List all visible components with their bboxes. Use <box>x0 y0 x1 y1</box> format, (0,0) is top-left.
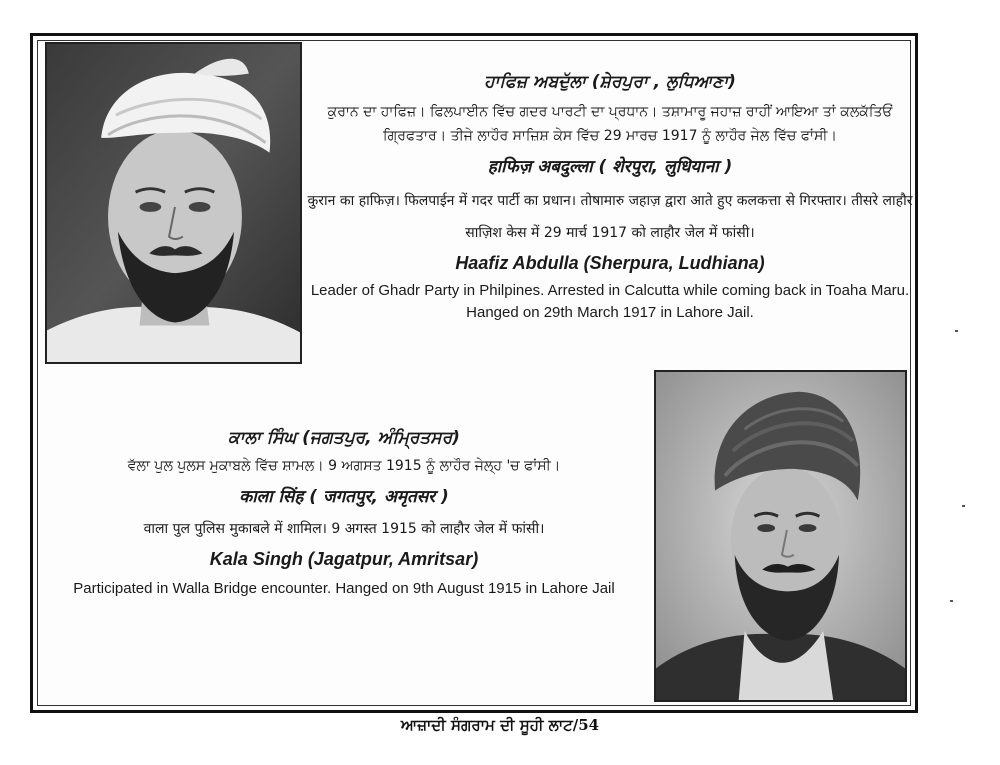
punjabi-name: ਕਾਲਾ ਸਿੰਘ (ਜਗਤਪੁਰ, ਅੰਮ੍ਰਿਤਸਰ) <box>228 428 460 448</box>
punjabi-name: ਹਾਫਿਜ਼ ਅਬਦੁੱਲਾ (ਸ਼ੇਰਪੁਰਾ , ਲੁਧਿਆਣਾ) <box>484 72 736 92</box>
english-name: Haafiz Abdulla (Sherpura, Ludhiana) <box>455 253 765 273</box>
english-name: Kala Singh (Jagatpur, Amritsar) <box>209 549 479 569</box>
scan-speck <box>962 505 965 507</box>
hindi-name: काला सिंह ( जगतपुर, अमृतसर ) <box>239 487 449 507</box>
page-footer: ਆਜ਼ਾਦੀ ਸੰਗਰਾਮ ਦੀ ਸੂਹੀ ਲਾਟ/54 <box>400 716 600 734</box>
punjabi-text: ਕੁਰਾਨ ਦਾ ਹਾਫਿਜ਼। ਫਿਲਪਾਈਨ ਵਿੱਚ ਗਦਰ ਪਾਰਟੀ ਦਾ ਪ੍ਰਧਾਨ। ਤਸ਼ਾਮਾਰੂ ਜਹਾਜ਼ ਰਾਹੀਂ ਆਇਆ ਤਾਂ ਕਲਕੱਤਿਓਂ ਗ੍ਰਿਫਤਾਰ। ਤੀਜੇ ਲਾਹੌਰ ਸਾਜ਼ਿਸ਼ ਕੇਸ ਵਿੱਚ 29 ਮਾਰਚ 1917 ਨੂੰ ਲਾਹੌਰ ਜੇਲ ਵਿੱਚ ਫਾਂਸੀ। <box>327 104 893 144</box>
hindi-text: कुरान का हाफिज़। फिलपाईन में गदर पार्टी का प्रधान। तोषामारु जहाज़ द्वारा आते हुए कलकत्ता से गिरफ्तार। तीसरे लाहौर साज़िश केस में 29 मार्च 1917 को लाहौर जेल में फांसी। <box>307 193 913 241</box>
english-text: Leader of Ghadr Party in Philpines. Arrested in Calcutta while coming back in Toaha Maru. Hanged on 29th March 1917 in Lahore Jail. <box>310 282 910 321</box>
scan-speck <box>950 600 953 602</box>
punjabi-text: ਵੱਲਾ ਪੁਲ ਪੁਲਸ ਮੁਕਾਬਲੇ ਵਿੱਚ ਸ਼ਾਮਲ। 9 ਅਗਸਤ 1915 ਨੂੰ ਲਾਹੌਰ ਜੇਲ੍ਹ 'ਚ ਫਾਂਸੀ। <box>127 458 561 474</box>
bio-haafiz-abdulla <box>305 72 915 324</box>
portrait-kala-singh <box>654 370 907 702</box>
english-text: Participated in Walla Bridge encounter. Hanged on 9th August 1915 in Lahore Jail <box>73 580 615 597</box>
scan-speck <box>955 330 958 332</box>
hindi-text: वाला पुल पुलिस मुकाबले में शामिल। 9 अगस्त 1915 को लाहौर जेल में फांसी। <box>143 521 545 537</box>
portrait-haafiz-abdulla <box>45 42 302 364</box>
bio-kala-singh <box>38 428 650 600</box>
hindi-name: हाफिज़ अबदुल्ला ( शेरपुरा, लुधियाना ) <box>487 157 733 177</box>
